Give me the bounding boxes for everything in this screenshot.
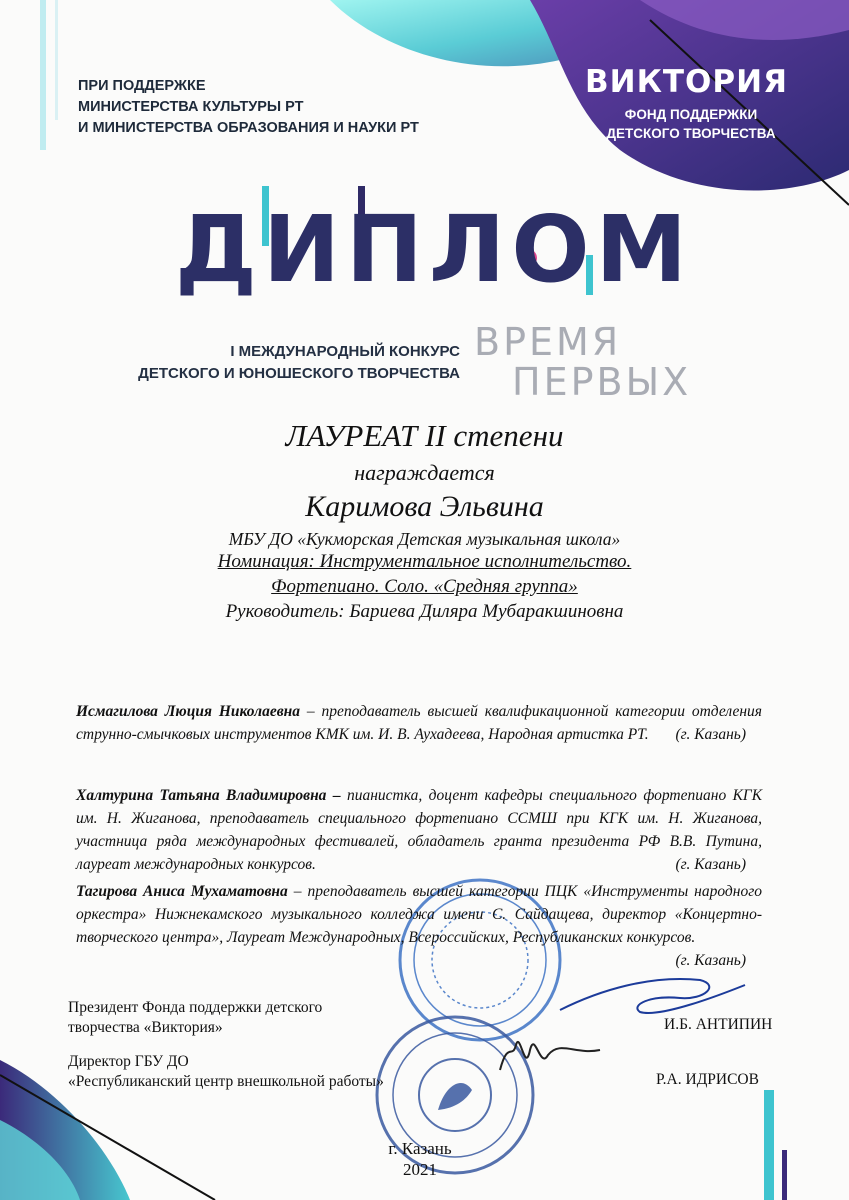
jury-member	[76, 700, 762, 746]
support-line: МИНИСТЕРСТВА КУЛЬТУРЫ РТ	[78, 99, 304, 115]
jury-description: пианистка, доцент кафедры специального фортепиано КГК им. Н. Жиганова, преподаватель специального фортепиано ССМШ при КГК им. Н. Жиганова, участница ряда международных фестивалей, обладатель гранта президента РФ В.В. Путина, лауреат международных конкурсов.	[76, 787, 762, 873]
jury-member	[76, 784, 762, 876]
jury-city: (г. Казань)	[675, 856, 746, 873]
victoria-logo-subtitle	[596, 105, 786, 143]
footer-place	[360, 1138, 480, 1180]
jury-name: Тагирова Аниса Мухаматовна	[76, 883, 288, 900]
award-rank: ЛАУРЕАТ II степени	[285, 418, 564, 453]
signature-name-president: И.Б. АНТИПИН	[664, 1016, 773, 1033]
signature-antipin	[560, 979, 745, 1013]
contest-line: ДЕТСКОГО И ЮНОШЕСКОГО ТВОРЧЕСТВА	[138, 365, 460, 382]
contest-name-pervyh: ПЕРВЫХ	[512, 360, 692, 404]
nomination-line-1: Номинация: Инструментальное исполнительство.	[217, 551, 632, 572]
support-line: И МИНИСТЕРСТВА ОБРАЗОВАНИЯ И НАУКИ РТ	[78, 120, 419, 136]
jury-description: – преподаватель высшей категории ПЦК «Инструменты народного оркестра» Нижнекамского музыкального колледжа имени С. Сайдащева, директор «Концертно-творческого центра», Лауреат Международных, Всероссийских, Республиканских конкурсов.	[76, 883, 762, 946]
awarded-label: награждается	[354, 460, 495, 485]
diploma-title: ДИПЛОМ	[175, 196, 694, 303]
jury-description: – преподаватель высшей квалификационной категории отделения струнно-смычковых инструментов КМК им. И. В. Аухадеева, Народная артистка РТ.	[76, 703, 763, 743]
jury-name: Исмагилова Люция Николаевна	[76, 703, 300, 720]
signature-position: Президент Фонда поддержки детского	[68, 999, 323, 1016]
signature-position: творчества «Виктория»	[68, 1019, 223, 1036]
jury-name: Халтурина Татьяна Владимировна –	[76, 787, 341, 804]
signature-name-director: Р.А. ИДРИСОВ	[656, 1071, 759, 1088]
jury-member	[76, 880, 762, 972]
leader: Руководитель: Бариева Диляра Мубаракшиновна	[225, 601, 624, 622]
logo-sub-line: ФОНД ПОДДЕРЖКИ	[624, 107, 758, 122]
top-left-stripe-thin	[55, 0, 58, 120]
signature-position: Директор ГБУ ДО	[68, 1053, 189, 1070]
bottom-right-stripe	[764, 1090, 774, 1200]
signature-block-president	[68, 998, 322, 1038]
nomination-line-2: Фортепиано. Соло. «Средняя группа»	[271, 576, 578, 597]
signature-position: «Республиканский центр внешкольной работы»	[68, 1073, 384, 1090]
footer-city: г. Казань	[388, 1139, 452, 1158]
contest-line: I МЕЖДУНАРОДНЫЙ КОНКУРС	[230, 343, 460, 360]
bottom-right-stripe-thin	[782, 1150, 787, 1200]
support-line: ПРИ ПОДДЕРЖКЕ	[78, 78, 206, 94]
school-name: МБУ ДО «Кукморская Детская музыкальная школа»	[228, 529, 621, 549]
contest-name-vremya: ВРЕМЯ	[474, 320, 622, 364]
logo-sub-line: ДЕТСКОГО ТВОРЧЕСТВА	[606, 126, 776, 141]
top-left-stripe	[40, 0, 46, 150]
contest-title	[120, 341, 460, 385]
signature-block-director	[68, 1052, 384, 1092]
jury-city: (г. Казань)	[675, 952, 746, 969]
support-text	[78, 76, 419, 139]
signature-idrisov	[500, 1042, 600, 1070]
victoria-logo-title: ВИКТОРИЯ	[585, 64, 788, 100]
awardee-name: Каримова Эльвина	[305, 490, 544, 523]
jury-city: (г. Казань)	[675, 726, 746, 743]
footer-year: 2021	[403, 1160, 437, 1179]
